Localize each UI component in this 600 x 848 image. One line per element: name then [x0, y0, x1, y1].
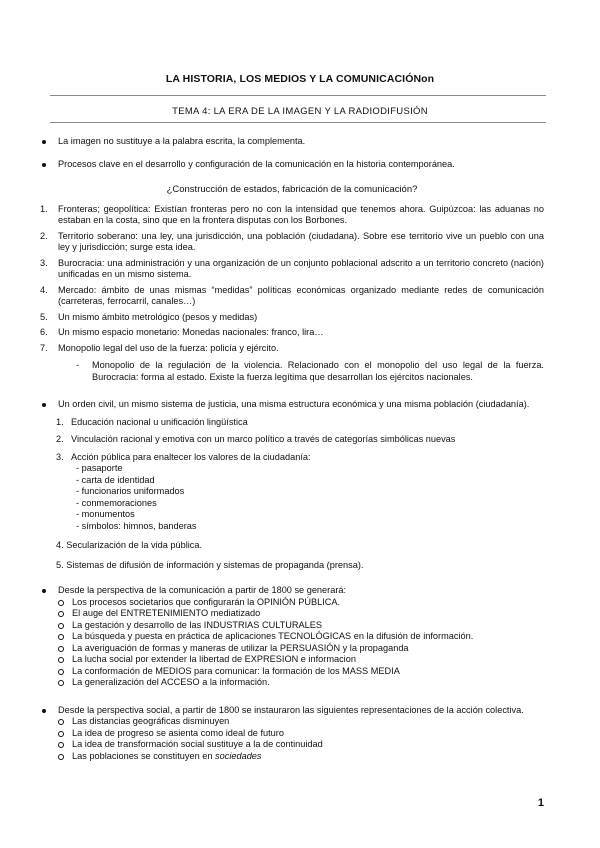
social-item: La idea de progreso se asienta como ideal de futuro: [40, 728, 544, 740]
civil-sub-list: [40, 463, 544, 532]
circle-bullet-icon: [58, 680, 64, 686]
bullet-icon: [42, 163, 46, 167]
circle-bullet-icon: [58, 719, 64, 725]
dash-note: - Monopolio de la regulación de la violencia. Relacionado con el monopolio del uso legal de la fuerza. Burocracia: forma al estado. Existe la fuerza legítima que desarrollan los ejércitos nacionales.: [76, 360, 544, 382]
intro-bullet: Procesos clave en el desarrollo y configuración de la comunicación en la historia contemporánea.: [40, 159, 544, 171]
social-item: Las poblaciones se constituyen en sociedades: [40, 751, 544, 763]
social-item: Las distancias geográficas disminuyen: [40, 716, 544, 728]
document-title: LA HISTORIA, LOS MEDIOS Y LA COMUNICACIÓNon: [165, 73, 435, 85]
circle-bullet-icon: [58, 742, 64, 748]
numbered-item: 6. Un mismo espacio monetario: Monedas nacionales: franco, lira…: [40, 327, 324, 337]
numbered-item: 3. Burocracia: una administración y una organización de un conjunto poblacional adscrito a un territorio concreto (nación) unificadas en un mismo sistema.: [40, 257, 544, 279]
civil-sub-item: - pasaporte: [76, 463, 123, 473]
civil-item: 3. Acción pública para enaltecer los valores de la ciudadanía:: [56, 451, 311, 462]
circle-bullet-icon: [58, 731, 64, 737]
circle-bullet-icon: [58, 657, 64, 663]
section-title: ¿Construcción de estados, fabricación de la comunicación?: [166, 184, 418, 195]
circle-bullet-icon: [58, 754, 64, 760]
numbered-item: 5. Un mismo ámbito metrológico (pesos y medidas): [40, 311, 258, 322]
civil-item: 4. Secularización de la vida pública.: [56, 540, 203, 550]
communication-item: La averiguación de formas y maneras de utilizar la PERSUASIÓN y la propaganda: [40, 643, 544, 655]
document-body: [40, 136, 544, 762]
social-item: La idea de transformación social sustituye a la de continuidad: [40, 739, 544, 751]
civil-sub-item: - conmemoraciones: [76, 497, 157, 508]
communication-item: Los procesos societarios que configurarán la OPINIÓN PÚBLICA.: [40, 597, 544, 609]
communication-item: La generalización del ACCESO a la información.: [40, 677, 544, 689]
civil-order-bullet: Un orden civil, un mismo sistema de justicia, una misma estructura económica y una misma población (ciudadanía).: [40, 399, 544, 411]
communication-item: La gestación y desarrollo de las INDUSTRIAS CULTURALES: [40, 620, 544, 632]
numbered-item: 4. Mercado: ámbito de unas mismas “medidas” políticas económicas organizado mediante redes de comunicación (carreteras, ferrocarril, canales…): [40, 284, 544, 306]
civil-sub-item: - monumentos: [76, 509, 135, 519]
communication-item: La lucha social por extender la libertad de EXPRESION e informacion: [40, 654, 544, 666]
bullet-icon: [42, 140, 46, 144]
circle-bullet-icon: [58, 600, 64, 606]
document-subtitle: TEMA 4: LA ERA DE LA IMAGEN Y LA RADIODIFUSIÓN: [172, 106, 428, 117]
communication-bullet: Desde la perspectiva de la comunicación a partir de 1800 se generará:: [40, 585, 544, 597]
numbered-item: 7. Monopolio legal del uso de la fuerza: policía y ejército.: [40, 342, 279, 353]
intro-bullet: La imagen no sustituye a la palabra escrita, la complementa.: [40, 136, 544, 148]
bullet-icon: [42, 709, 46, 713]
circle-bullet-icon: [58, 646, 64, 652]
civil-sub-item: - funcionarios uniformados: [76, 486, 185, 496]
bullet-icon: [42, 589, 46, 593]
circle-bullet-icon: [58, 669, 64, 675]
numbered-item: 2. Territorio soberano: una ley, una jurisdicción, una población (ciudadana). Sobre ese territorio vive un pueblo con una ley y jurisdicción; surge esta idea.: [40, 230, 544, 252]
title-divider: [50, 95, 546, 96]
civil-item: 2. Vinculación racional y emotiva con un marco político a través de categorías simbólicas nuevas: [56, 434, 456, 444]
numbered-item: 1. Fronteras; geopolítica: Existían fronteras pero no con la intensidad que tenemos ahora. Guipúzcoa: las aduanas no estaban en la costa, sino que en la frontera disputas con los Borbones.: [40, 203, 544, 225]
bullet-icon: [42, 403, 46, 407]
page-number: 1: [537, 797, 544, 809]
civil-sub-item: - símbolos: himnos, banderas: [76, 520, 197, 531]
civil-sub-item: - carta de identidad: [76, 474, 155, 485]
subtitle-divider: [50, 122, 546, 123]
communication-item: El auge del ENTRETENIMIENTO mediatizado: [40, 608, 544, 620]
communication-item: La conformación de MEDIOS para comunicar: la formación de los MASS MEDIA: [40, 666, 544, 678]
circle-bullet-icon: [58, 623, 64, 629]
civil-item: 5. Sistemas de difusión de información y sistemas de propaganda (prensa).: [56, 559, 364, 570]
communication-item: La búsqueda y puesta en práctica de aplicaciones TECNOLÓGICAS en la difusión de información.: [40, 631, 544, 643]
civil-item: 1. Educación nacional u unificación lingüística: [56, 416, 248, 427]
circle-bullet-icon: [58, 611, 64, 617]
social-bullet: Desde la perspectiva social, a partir de 1800 se instauraron las siguientes representaciones de la acción colectiva.: [40, 705, 544, 717]
emphasis-text: sociedades: [215, 750, 262, 761]
circle-bullet-icon: [58, 634, 64, 640]
